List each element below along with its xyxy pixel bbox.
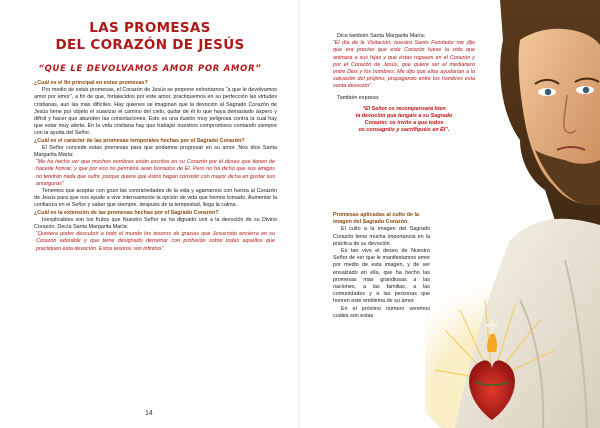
page-subtitle: “QUE LE DEVOLVAMOS AMOR POR AMOR”: [38, 63, 262, 73]
quote: “Quisiera poder descubrir a todo el mundo los tesoros de gracias que Jesucristo encierra en su Corazón adorable y que tiene designado derramar con profusión sobre todas aquellos que practiquen esta devoción. Estos tesoros son infinitos”.: [36, 231, 275, 252]
page-title-line1: LAS PROMESAS: [89, 20, 211, 36]
right-text-column-narrow: [333, 212, 430, 320]
highlighted-quote-line: os consagréis y sacrifiquéis en Él”.: [358, 127, 450, 134]
paragraph: Tenemos que aceptar con gozo las contrariedades de la vida y agarrarnos con fuerza al Corazón de Jesús para que nos ayude a vivir intensamente la opción de vida que hemos tomado. Aumentar la confianza en el Señor y saber que siempre, después de la tempestad, llega la calma.: [34, 188, 277, 209]
paragraph: El Señor concede estas promesas para que podamos progresar en su amor. Nos dice Santa Margarita María:: [34, 144, 277, 159]
right-text-column: [333, 33, 475, 135]
question-heading: ¿Cuál es la extensión de las promesas hechas por el Sagrado Corazón?: [34, 209, 219, 216]
highlighted-quote-line: Corazón; os invito a que todos: [364, 120, 444, 127]
right-page: [300, 0, 600, 428]
highlighted-quote: [333, 106, 475, 135]
paragraph: También expresa:: [337, 94, 380, 101]
question-heading: ¿Cuál es el carácter de las promesas temporales hechas por el Sagrado Corazón?: [34, 137, 245, 144]
paragraph: El culto a la imagen del Sagrado Corazón tiene mucha importancia en la práctica de su devoción.: [333, 226, 430, 247]
paragraph: En el próximo número veremos cuáles son estas: [333, 305, 430, 319]
quote: “El día de la Visitación, nuestro Santo Fundador me dijo que era preciso que este Corazón fuese la vida que animara a sus hijas y que éstas rogasen en el Corazón y por el Corazón de Jesús, que quiere ser el medianero entre Dios y los hombres. Me dijo que ellas ayudarían a la salvación del prójimo, propagando entre los hombres esta santa devoción”.: [333, 40, 475, 90]
paragraph: Por medio de estas promesas, el Corazón de Jesús se propone exhortarnos “a que le devolvamos amor por amor”, a fin de que, fortalecidos por este amor, practiquemos en su perfección las virtudes cristianas, aun las más difíciles. Hay quienes se imaginan que la devoción al Sagrado Corazón de Jesús tiene por objeto el suavizar el camino del cielo, quitar de él lo que haya demasiado áspero y difícil y hacer que abunden las consolaciones. Esto es una ilusión muy peligrosa contra la cual hay que estar muy alerta. En la vida cristiana hay que trabajar nuestros compromisos contando siempre con la ayuda del Señor.: [34, 87, 277, 137]
highlighted-quote-line: la devoción que tengáis a su Sagrado: [355, 113, 453, 120]
left-text-column: [34, 80, 277, 253]
paragraph: Es tan vivo el deseo de Nuestro Señor de ver que le manifestamos amor por medio de esta imagen, y de ser ensalzado en ella, que ha hecho las promesas más grandiosas a las naciones, a las familias, a las comunidades y a las personas que honren este emblema de su amor.: [333, 248, 430, 305]
page-title-line2: DEL CORAZÓN DE JESÚS: [55, 37, 245, 53]
paragraph: Inexplicables son los frutos que Nuestro Señor se ha dignado unir a la devoción de su Divino Corazón. Decía Santa Margarita María:: [34, 216, 277, 231]
paragraph: Dice también Santa Margarita María:: [337, 33, 426, 39]
question-heading: Promesas aplicadas al culto de la imagen del Sagrado Corazón.: [333, 212, 419, 226]
page-number: 14: [145, 410, 153, 417]
question-heading: ¿Cuál es el fin principal en estas promesas?: [34, 80, 148, 86]
quote: “Me ha hecho ver que muchos nombres están escritos en su Corazón por el deseo que tienen de hacerle honrar, y que por eso no permitirá sean borrados de Él. Pero no ha dicho que sus amigos no tendrán nada que sufrir, porque quiere que éstos hagan consistir con mayor dicha en gustar sus amarguras”: [36, 159, 275, 187]
highlighted-quote-line: “El Señor os recompensará bien: [362, 105, 446, 112]
